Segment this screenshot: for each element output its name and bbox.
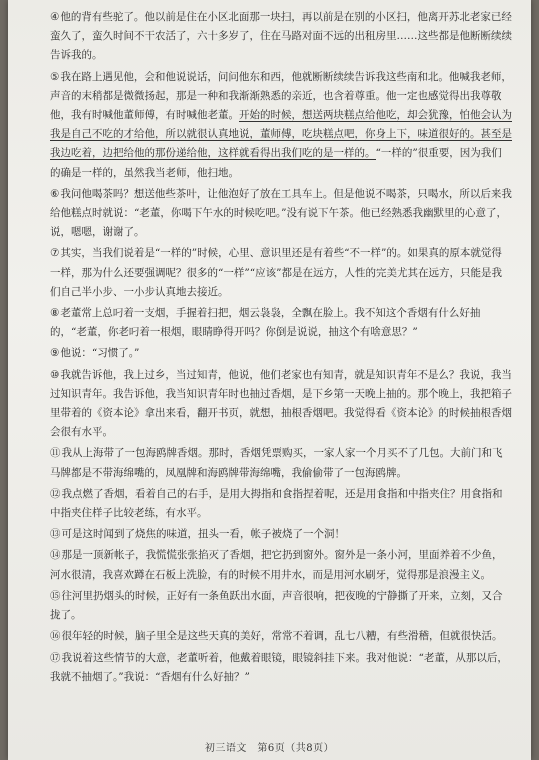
paragraph-15 xyxy=(50,587,512,625)
paragraph-number: ⑤ xyxy=(50,70,60,83)
paragraph-text: 他说：“习惯了。” xyxy=(60,347,140,360)
paragraph-12 xyxy=(50,485,512,523)
paragraph-text: 我从上海带了一包海鸥牌香烟。那时，香烟凭票购买，一家人家一个月买不了几包。大前门和飞马牌都是不带海绵嘴的，凤凰牌和海鸥牌带海绵嘴，我偷偷带了一包海鸥牌。 xyxy=(50,447,503,479)
paragraph-text: 可是这时闻到了烧焦的味道，扭头一看，帐子被烧了一个洞！ xyxy=(61,528,345,541)
paragraph-11 xyxy=(50,444,512,482)
paragraph-number: ⑫ xyxy=(50,487,61,500)
paragraph-8 xyxy=(50,304,512,342)
paragraph-number: ⑨ xyxy=(50,347,60,360)
paragraph-5 xyxy=(50,68,512,183)
exam-page xyxy=(8,0,531,760)
paragraph-4 xyxy=(50,8,512,66)
paragraph-16 xyxy=(50,627,512,646)
paragraph-number: ⑮ xyxy=(50,589,61,602)
underlined-passage: 开始的时候，想送两块糕点给他吃，却会犹豫，怕他会认为我是自己不吃的才给他，所以就很认真地说，董师傅，吃块糕点吧，你身上下，味道很好的。甚至是我边吃着，边把给他的那份递给他，这样就看得出我们吃的是一样的。 xyxy=(50,109,512,160)
paragraph-text: 他的背有些驼了。他以前是住在小区北面那一块扫，再以前是在别的小区扫，他离开苏北老家已经蛮久了，蛮久时间不干农活了，六十多岁了，住在马路对面不远的出租房里……这些都是他断断续续告诉我的。 xyxy=(50,11,512,62)
paragraph-number: ⑯ xyxy=(50,630,61,643)
paragraph-17 xyxy=(50,649,512,687)
paragraph-number: ④ xyxy=(50,11,60,23)
paragraph-number: ⑩ xyxy=(50,368,60,381)
page-footer: 初三语文 第6页（共8页） xyxy=(204,743,335,754)
paragraph-number: ⑪ xyxy=(50,447,61,460)
paragraph-number: ⑥ xyxy=(50,187,60,200)
paragraph-text: 老董常上总叼着一支烟，手握着扫把，烟云袅袅，全飘在脸上。我不知这个香烟有什么好抽的，“老董，你老叼着一根烟，眼睛睁得开吗？你倒是说说，抽这个有啥意思？” xyxy=(50,307,481,339)
paragraph-text-end: “一样的”很重要，因为我们的确是一样的，虽然我当老师，他扫地。 xyxy=(50,147,502,179)
paragraph-text: 我在路上遇见他，会和他说说话，问问他东和西，他就断断续续告诉我这些南和北。他喊我老师，声音的末稍都是微微扬起，那是一种和我渐渐熟悉的亲近，也含着尊重。他一定也感觉得出我尊敬他，我有时喊他董师傅，有时喊他老董。 xyxy=(50,70,512,122)
paragraph-text: 其实，当我们说着是“一样的”时候，心里、意识里还是有着些“不一样”的。如果真的原本就觉得一样，那为什么还要强调呢？很多的“一样”“应该”都是在远方，人性的完美尤其在远方，只能是我们自己半小步、一小步认真地去接近。 xyxy=(50,247,502,298)
paragraph-text: 我就告诉他，我上过乡，当过知青，他说，他们老家也有知青，就是知识青年不是么？我说，我当过知识青年。我告诉他，我当知识青年时也抽过香烟，是下乡第一天晚上抽的。那个晚上，我把箱子里带着的《资本论》拿出来看，翻开书页，就想，抽根香烟吧。我觉得看《资本论》的时候抽根香烟会很有水平。 xyxy=(50,368,512,439)
paragraph-number: ⑭ xyxy=(50,549,61,562)
paragraph-text: 往河里扔烟头的时候，正好有一条鱼跃出水面，声音很响，把夜晚的宁静撕了开来，立刻，又合拢了。 xyxy=(50,589,503,622)
paragraph-text: 我说着这些情节的大意，老董听着，他戴着眼镜，眼镜斜挂下来。我对他说：“老董，从那以后，我就不抽烟了。”我说：“香烟有什么好抽？” xyxy=(50,651,508,683)
paragraph-number: ⑬ xyxy=(50,528,61,541)
paragraph-text: 那是一顶新帐子，我慌慌张张掐灭了香烟，把它扔到窗外。窗外是一条小河，里面养着不少鱼，河水很清，我喜欢蹲在石板上洗脸，有的时候不用井水，而是用河水刷牙，觉得那是浪漫主义。 xyxy=(50,549,503,581)
paragraph-10 xyxy=(50,366,512,443)
paragraph-6 xyxy=(50,185,512,243)
paragraph-7 xyxy=(50,244,512,302)
paragraph-number: ⑧ xyxy=(50,307,60,320)
paragraph-text: 我问他喝茶吗？想送他些茶叶，让他泡好了放在工具车上。但是他说不喝茶，只喝水，所以后来我给他糕点时就说：“老董，你喝下午水的时候吃吧。”没有说下午茶。他已经熟悉我幽默里的心意了，说，嗯嗯，谢谢了。 xyxy=(50,187,512,239)
paragraph-13 xyxy=(50,525,512,544)
paragraph-14 xyxy=(50,546,512,584)
paragraph-text: 很年轻的时候，脑子里全是这些天真的美好，常常不着调，乱七八糟，有些滑稽，但就很快活。 xyxy=(61,630,503,643)
paragraph-9 xyxy=(50,344,512,363)
paragraph-text: 我点燃了香烟，看着自己的右手，是用大拇指和食指捏着呢，还是用食指和中指夹住？用食指和中指夹住样子比较老练，有水平。 xyxy=(50,487,503,520)
article-body xyxy=(50,8,512,689)
paragraph-number: ⑰ xyxy=(50,651,61,664)
paragraph-number: ⑦ xyxy=(50,247,60,260)
